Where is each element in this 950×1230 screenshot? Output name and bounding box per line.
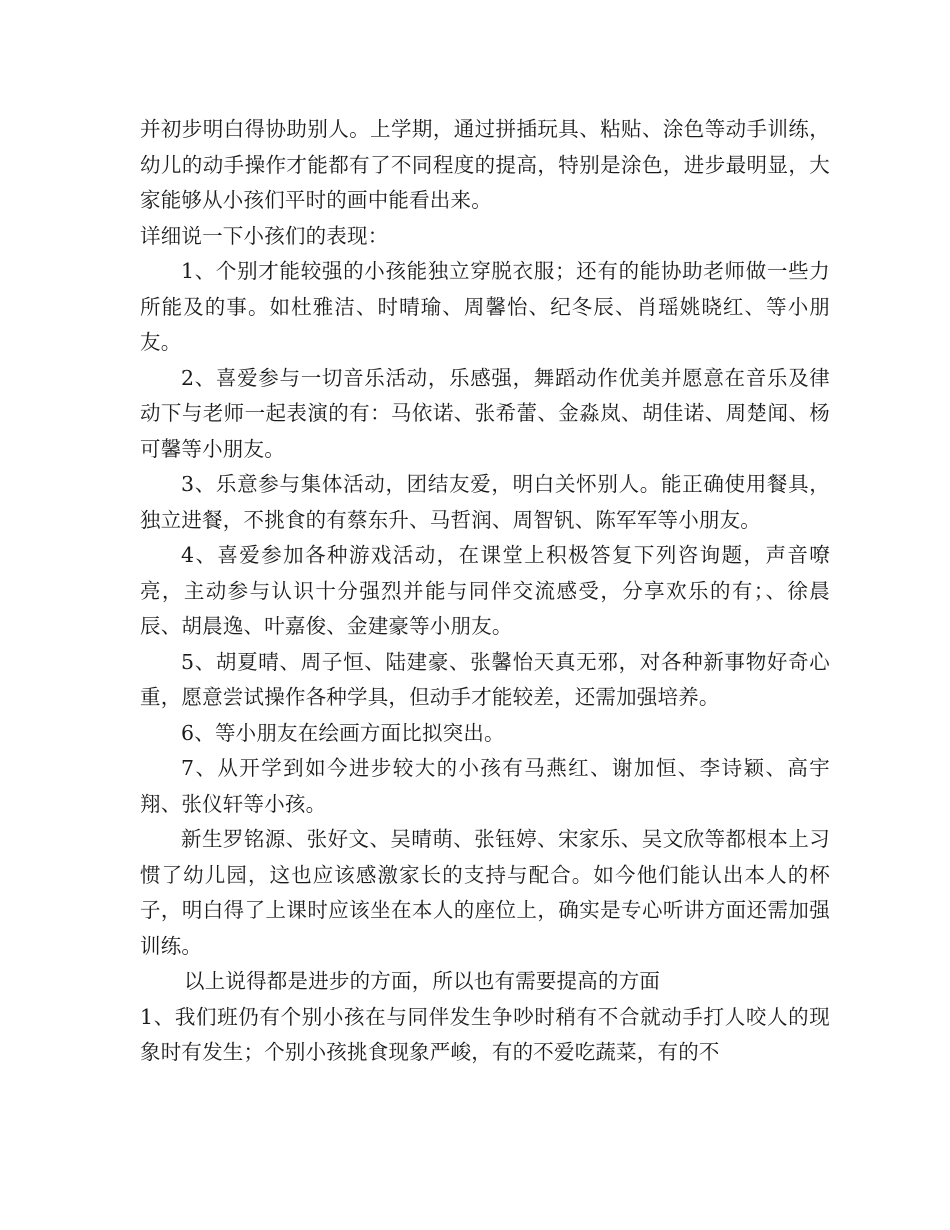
document-body	[140, 112, 830, 1071]
paragraph-item-5: 5、胡夏晴、周子恒、陆建豪、张馨怡天真无邪，对各种新事物好奇心重，愿意尝试操作各种学具，但动手才能较差，还需加强培养。	[140, 649, 830, 709]
paragraph-transition: 以上说得都是进步的方面，所以也有需要提高的方面	[184, 969, 661, 993]
paragraph-item-3: 3、乐意参与集体活动，团结友爱，明白关怀别人。能正确使用餐具，独立进餐，不挑食的有蔡东升、马哲润、周智钒、陈军军等小朋友。	[140, 472, 830, 532]
paragraph-continuation: 并初步明白得协助别人。上学期，通过拼插玩具、粘贴、涂色等动手训练，幼儿的动手操作才能都有了不同程度的提高，特别是涂色，进步最明显，大家能够从小孩们平时的画中能看出来。	[140, 117, 830, 212]
paragraph-item-1: 1、个别才能较强的小孩能独立穿脱衣服；还有的能协助老师做一些力所能及的事。如杜雅洁、时晴瑜、周馨怡、纪冬辰、肖瑶姚晓红、等小朋友。	[140, 259, 830, 354]
paragraph-new-students: 新生罗铭源、张好文、吴晴萌、张钰婷、宋家乐、吴文欣等都根本上习惯了幼儿园，这也应该感激家长的支持与配合。如今他们能认出本人的杯子，明白得了上课时应该坐在本人的座位上，确实是专心听讲方面还需加强训练。	[140, 827, 830, 958]
paragraph-heading-performance: 详细说一下小孩们的表现：	[140, 223, 389, 248]
paragraph-improvement-1: 1、我们班仍有个别小孩在与同伴发生争吵时稍有不合就动手打人咬人的现象时有发生；个别小孩挑食现象严峻，有的不爱吃蔬菜，有的不	[140, 1004, 830, 1064]
paragraph-item-2: 2、喜爱参与一切音乐活动，乐感强，舞蹈动作优美并愿意在音乐及律动下与老师一起表演的有：马依诺、张希蕾、金淼岚、胡佳诺、周楚闻、杨可馨等小朋友。	[140, 365, 830, 461]
paragraph-item-4: 4、喜爱参加各种游戏活动，在课堂上积极答复下列咨询题，声音嘹亮，主动参与认识十分强烈并能与同伴交流感受，分享欢乐的有；、徐晨辰、胡晨逸、叶嘉俊、金建豪等小朋友。	[140, 543, 830, 638]
paragraph-item-7: 7、从开学到如今进步较大的小孩有马燕红、谢加恒、李诗颖、高宇翔、张仪轩等小孩。	[140, 756, 830, 816]
paragraph-item-6: 6、等小朋友在绘画方面比拟突出。	[181, 720, 505, 745]
